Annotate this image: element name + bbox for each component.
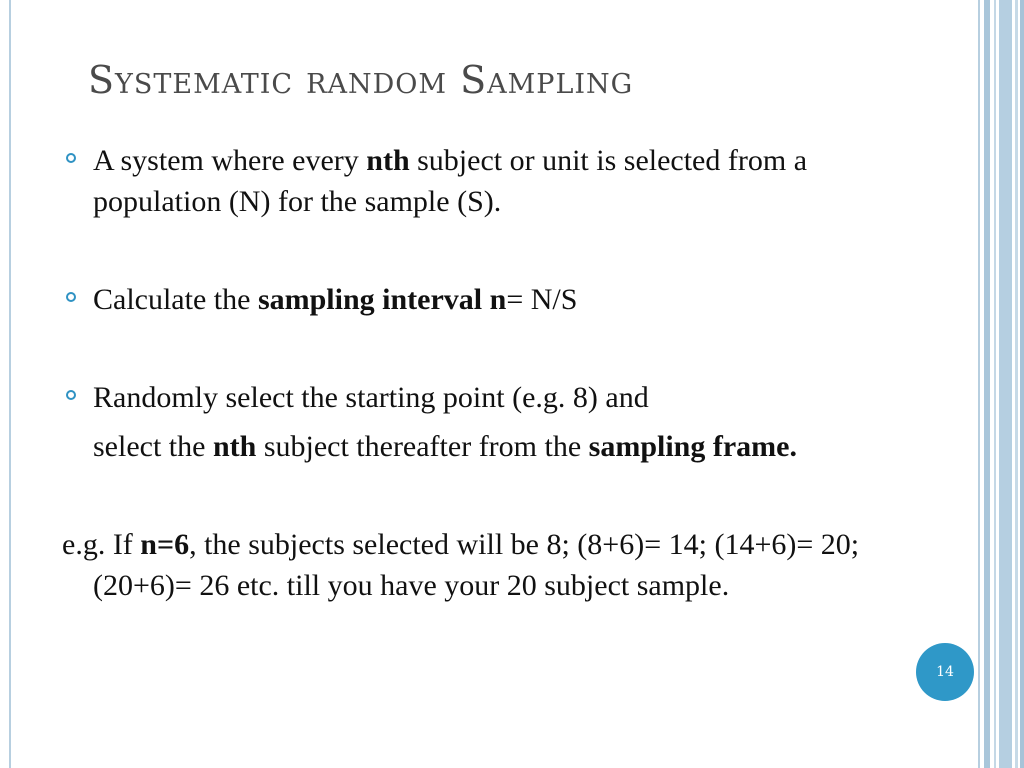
- bullet-item-definition: [62, 140, 892, 222]
- bullet-circle-icon: [66, 153, 76, 163]
- left-border-line: [9, 0, 11, 768]
- right-decor-stripe: [994, 0, 996, 768]
- bullet-text-line: Randomly select the starting point (e.g. 8) and: [93, 381, 649, 414]
- bullet-circle-icon: [66, 390, 76, 400]
- right-decor-stripe: [984, 0, 990, 768]
- slide-body: [62, 140, 892, 636]
- right-decor-stripe: [999, 0, 1012, 768]
- right-decor-stripe: [1015, 0, 1018, 768]
- page-number: 14: [936, 664, 954, 680]
- page-number-badge: [916, 643, 974, 701]
- bullet-item-interval: [62, 279, 892, 320]
- slide-title: Systematic random Sampling: [88, 58, 634, 102]
- bullet-text: Calculate the sampling interval n= N/S: [93, 283, 578, 316]
- bullet-circle-icon: [66, 292, 76, 302]
- right-decor-stripe: [978, 0, 980, 768]
- right-decor-stripe: [1020, 0, 1024, 768]
- example-paragraph: e.g. If n=6, the subjects selected will be 8; (8+6)= 14; (14+6)= 20; (20+6)= 26 etc. till you have your 20 subject sample.: [62, 528, 860, 602]
- bullet-text: A system where every nth subject or unit is selected from a population (N) for the sample (S).: [93, 144, 808, 218]
- bullet-item-starting-point: [62, 377, 892, 467]
- bullet-text: select the nth subject thereafter from the sampling frame.: [93, 430, 797, 463]
